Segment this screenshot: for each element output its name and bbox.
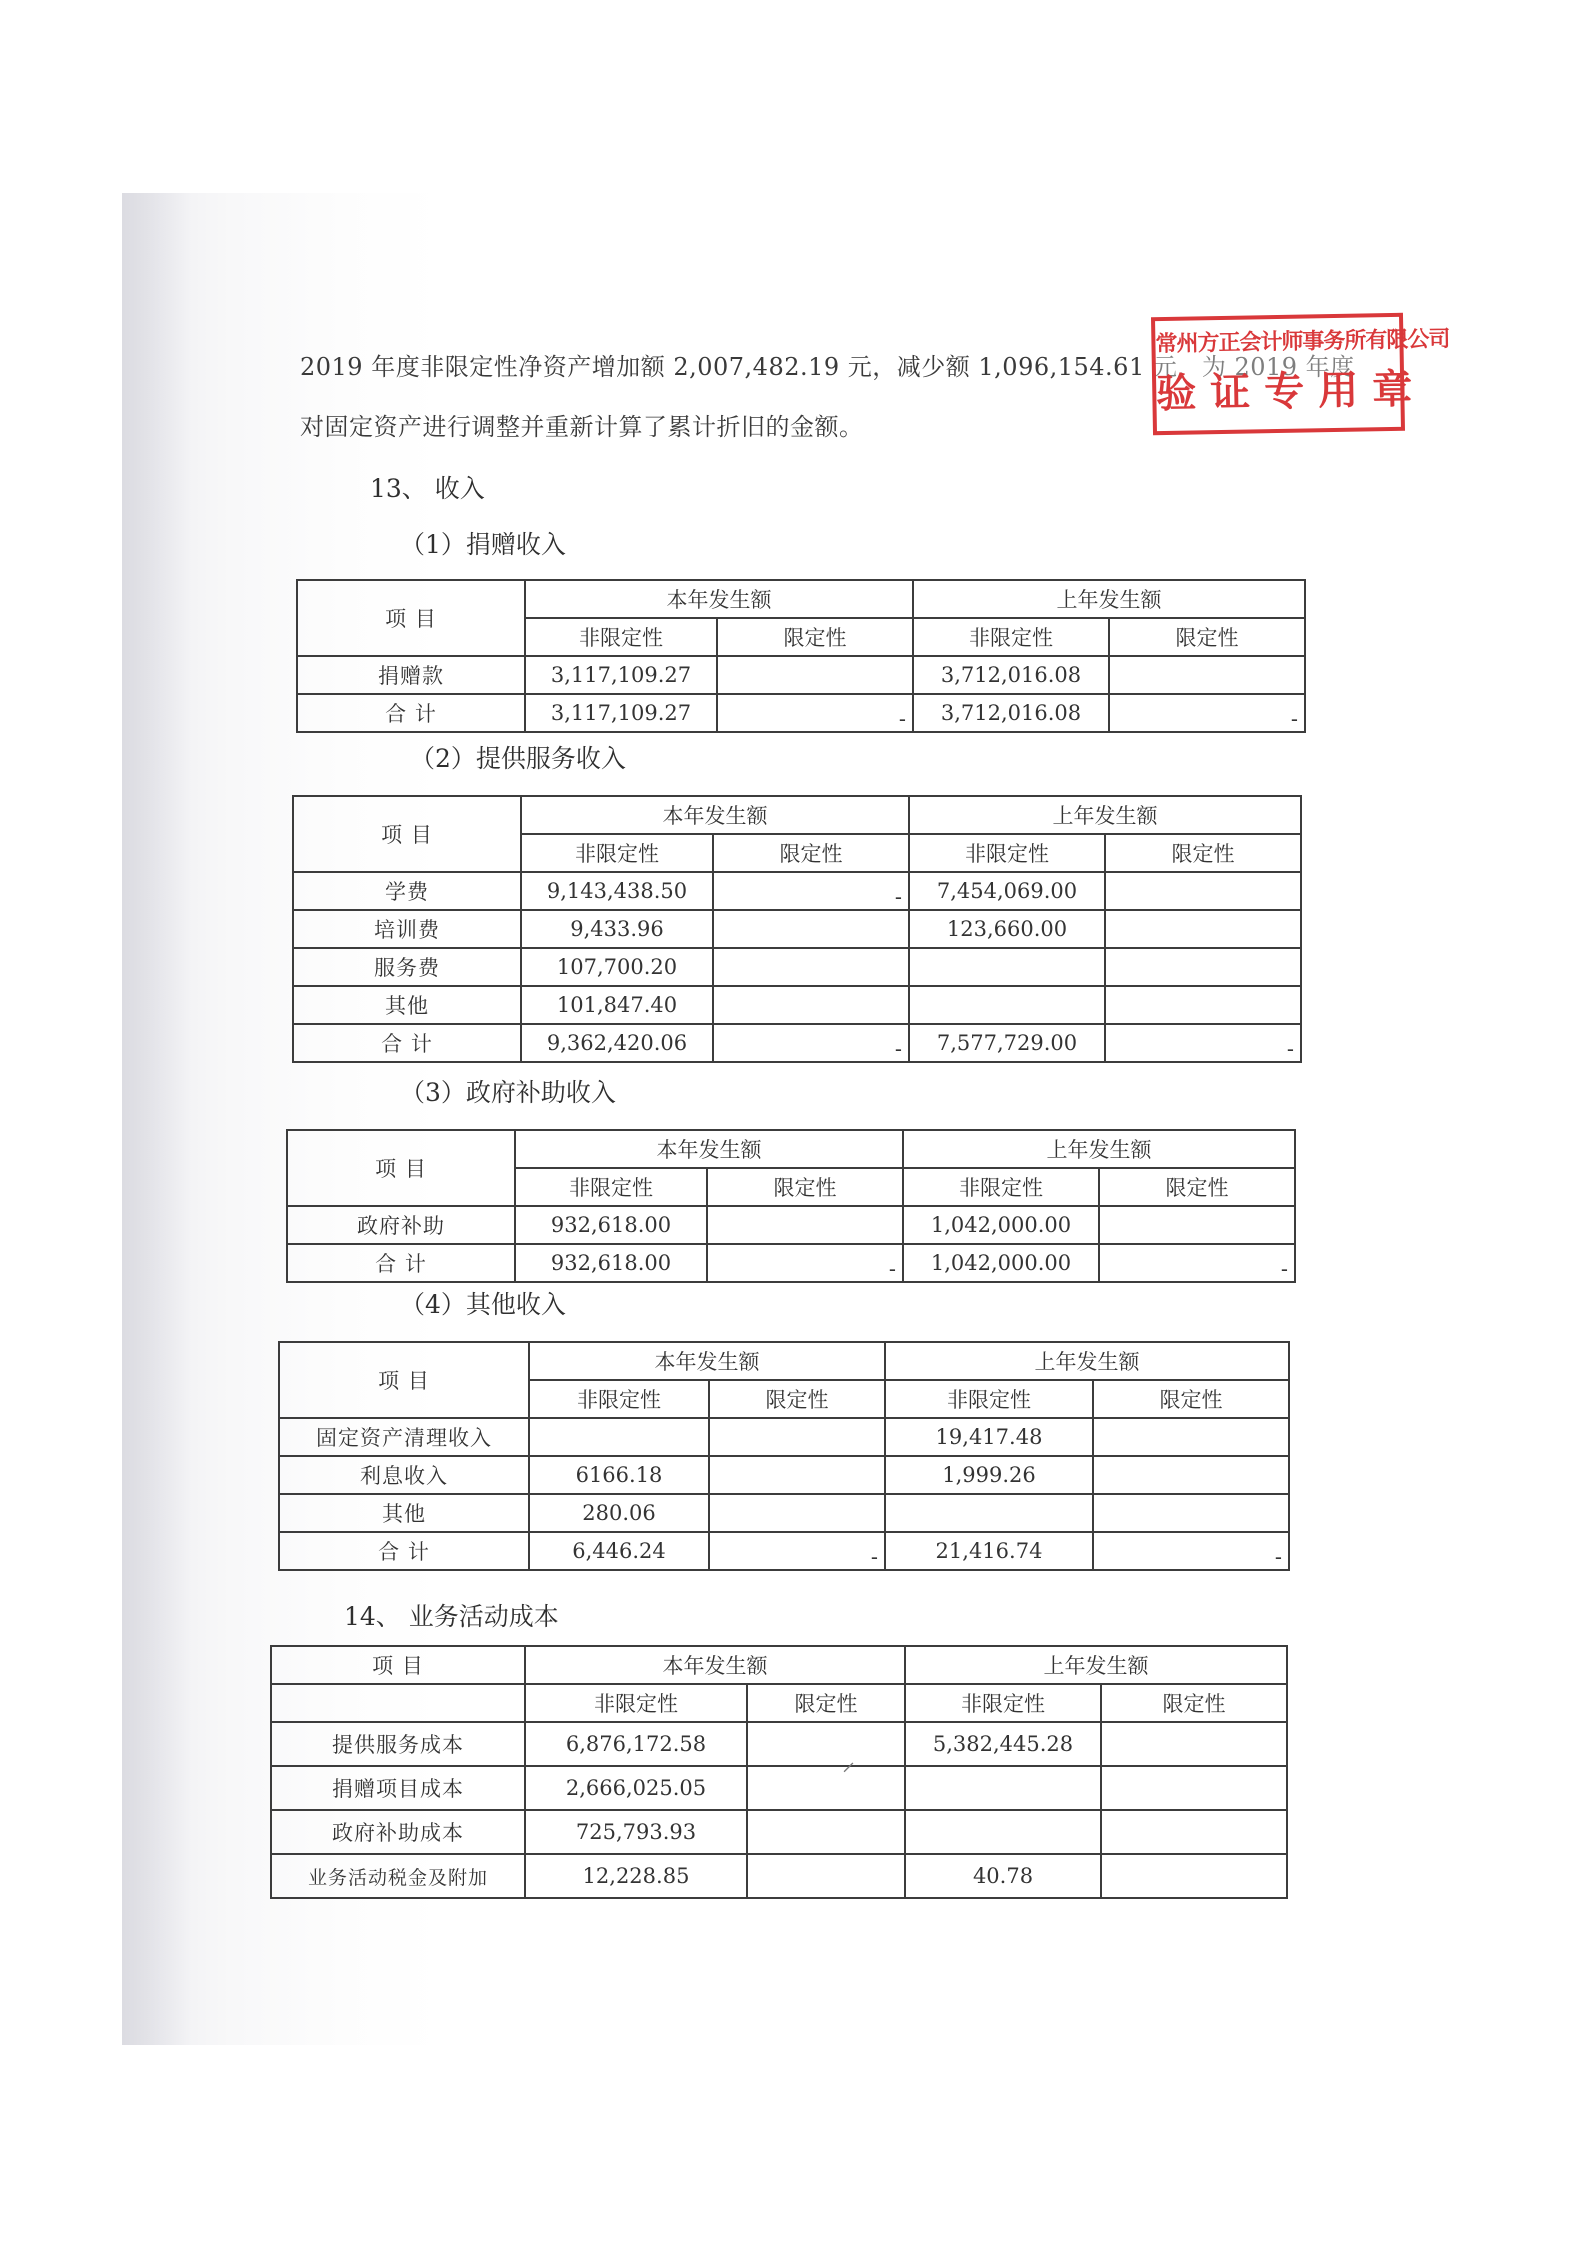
activity-cost-table <box>270 1645 1288 1899</box>
row-label: 学费 <box>293 872 521 910</box>
cell-prior-unrestricted <box>905 1766 1101 1810</box>
row-label: 服务费 <box>293 948 521 986</box>
cell-prior-unrestricted <box>905 1810 1101 1854</box>
cell-current-unrestricted: 932,618.00 <box>515 1206 707 1244</box>
header-item: 项 目 <box>297 580 525 656</box>
cell-current-unrestricted: 6,876,172.58 <box>525 1722 747 1766</box>
cell-prior-restricted <box>1105 910 1301 948</box>
section-13-2-title: （2）提供服务收入 <box>410 744 626 773</box>
row-label: 合 计 <box>279 1532 529 1570</box>
cell-prior-unrestricted: 40.78 <box>905 1854 1101 1898</box>
header-restricted: 限定性 <box>1105 834 1301 872</box>
table-total-row <box>279 1532 1289 1570</box>
row-label: 利息收入 <box>279 1456 529 1494</box>
cell-prior-restricted <box>1099 1206 1295 1244</box>
cell-current-unrestricted: 725,793.93 <box>525 1810 747 1854</box>
section-13-4-title: （4）其他收入 <box>400 1290 566 1319</box>
table-header-row <box>271 1646 1287 1684</box>
header-restricted: 限定性 <box>713 834 909 872</box>
row-label: 提供服务成本 <box>271 1722 525 1766</box>
subsidy-income-table <box>286 1129 1296 1283</box>
row-label: 捐赠款 <box>297 656 525 694</box>
cell-current-restricted: - <box>709 1532 885 1570</box>
header-restricted: 限定性 <box>1099 1168 1295 1206</box>
donation-income-table <box>296 579 1306 733</box>
header-unrestricted: 非限定性 <box>515 1168 707 1206</box>
cell-current-unrestricted: 101,847.40 <box>521 986 713 1024</box>
cell-prior-unrestricted <box>909 986 1105 1024</box>
cell-prior-unrestricted: 1,999.26 <box>885 1456 1093 1494</box>
table-row <box>293 910 1301 948</box>
cell-current-unrestricted: 280.06 <box>529 1494 709 1532</box>
row-label: 合 计 <box>293 1024 521 1062</box>
cell-current-restricted <box>713 910 909 948</box>
cell-current-restricted <box>747 1810 905 1854</box>
cell-prior-restricted: - <box>1109 694 1305 732</box>
header-unrestricted: 非限定性 <box>903 1168 1099 1206</box>
header-blank <box>271 1684 525 1722</box>
cell-current-unrestricted: 107,700.20 <box>521 948 713 986</box>
cell-current-restricted: - <box>707 1244 903 1282</box>
cell-prior-unrestricted: 5,382,445.28 <box>905 1722 1101 1766</box>
row-label: 政府补助 <box>287 1206 515 1244</box>
seal-company-name: 常州方正会计师事务所有限公司 <box>1155 326 1450 358</box>
header-restricted: 限定性 <box>1101 1684 1287 1722</box>
cell-prior-restricted <box>1101 1810 1287 1854</box>
section-13-1-title: （1）捐赠收入 <box>400 530 566 559</box>
cell-current-restricted <box>747 1722 905 1766</box>
cell-prior-unrestricted: 3,712,016.08 <box>913 656 1109 694</box>
table-row <box>271 1810 1287 1854</box>
table-row <box>279 1494 1289 1532</box>
header-restricted: 限定性 <box>707 1168 903 1206</box>
cell-current-unrestricted: 9,362,420.06 <box>521 1024 713 1062</box>
cell-current-restricted <box>707 1206 903 1244</box>
section-13-3-title: （3）政府补助收入 <box>400 1078 616 1107</box>
handwritten-tick-mark: ⸍ <box>842 1758 856 1788</box>
cell-prior-unrestricted: 1,042,000.00 <box>903 1206 1099 1244</box>
table-header-row <box>279 1342 1289 1380</box>
service-income-table <box>292 795 1302 1063</box>
cell-prior-restricted <box>1093 1494 1289 1532</box>
cell-prior-unrestricted: 19,417.48 <box>885 1418 1093 1456</box>
header-prior-year: 上年发生额 <box>913 580 1305 618</box>
cell-current-unrestricted <box>529 1418 709 1456</box>
section-13-title: 13、 收入 <box>370 474 485 503</box>
header-unrestricted: 非限定性 <box>913 618 1109 656</box>
cell-prior-unrestricted <box>909 948 1105 986</box>
row-label: 其他 <box>279 1494 529 1532</box>
cell-current-unrestricted: 6166.18 <box>529 1456 709 1494</box>
header-unrestricted: 非限定性 <box>525 1684 747 1722</box>
header-current-year: 本年发生额 <box>515 1130 903 1168</box>
cell-current-unrestricted: 9,143,438.50 <box>521 872 713 910</box>
table-total-row <box>287 1244 1295 1282</box>
cell-prior-restricted <box>1105 948 1301 986</box>
cell-prior-unrestricted: 3,712,016.08 <box>913 694 1109 732</box>
cell-prior-restricted <box>1105 872 1301 910</box>
header-restricted: 限定性 <box>1109 618 1305 656</box>
cell-current-restricted <box>709 1456 885 1494</box>
header-item: 项 目 <box>271 1646 525 1684</box>
table-row <box>279 1456 1289 1494</box>
header-current-year: 本年发生额 <box>529 1342 885 1380</box>
row-label: 政府补助成本 <box>271 1810 525 1854</box>
cell-current-restricted <box>713 948 909 986</box>
row-label: 合 计 <box>297 694 525 732</box>
cell-prior-unrestricted: 1,042,000.00 <box>903 1244 1099 1282</box>
cell-current-unrestricted: 12,228.85 <box>525 1854 747 1898</box>
header-prior-year: 上年发生额 <box>885 1342 1289 1380</box>
table-total-row <box>297 694 1305 732</box>
table-row <box>293 986 1301 1024</box>
cell-prior-restricted <box>1093 1456 1289 1494</box>
cell-current-unrestricted: 2,666,025.05 <box>525 1766 747 1810</box>
row-label: 其他 <box>293 986 521 1024</box>
header-current-year: 本年发生额 <box>525 580 913 618</box>
row-label: 培训费 <box>293 910 521 948</box>
cell-prior-unrestricted <box>885 1494 1093 1532</box>
section-14-title: 14、 业务活动成本 <box>344 1602 559 1631</box>
header-restricted: 限定性 <box>1093 1380 1289 1418</box>
cell-current-restricted <box>747 1854 905 1898</box>
header-restricted: 限定性 <box>747 1684 905 1722</box>
cell-current-restricted <box>717 656 913 694</box>
table-header-row <box>297 580 1305 618</box>
table-row <box>287 1206 1295 1244</box>
cell-current-unrestricted: 9,433.96 <box>521 910 713 948</box>
header-unrestricted: 非限定性 <box>525 618 717 656</box>
header-unrestricted: 非限定性 <box>885 1380 1093 1418</box>
cell-prior-restricted: - <box>1099 1244 1295 1282</box>
cell-prior-restricted: - <box>1105 1024 1301 1062</box>
cell-prior-unrestricted: 21,416.74 <box>885 1532 1093 1570</box>
cell-prior-restricted <box>1105 986 1301 1024</box>
header-current-year: 本年发生额 <box>525 1646 905 1684</box>
cell-prior-restricted <box>1101 1766 1287 1810</box>
table-row <box>293 872 1301 910</box>
header-unrestricted: 非限定性 <box>909 834 1105 872</box>
table-subheader-row <box>271 1684 1287 1722</box>
header-unrestricted: 非限定性 <box>529 1380 709 1418</box>
cell-current-restricted <box>709 1494 885 1532</box>
cell-prior-restricted <box>1093 1418 1289 1456</box>
table-row <box>271 1722 1287 1766</box>
cell-prior-restricted <box>1109 656 1305 694</box>
row-label: 捐赠项目成本 <box>271 1766 525 1810</box>
table-total-row <box>293 1024 1301 1062</box>
table-row <box>293 948 1301 986</box>
cell-prior-unrestricted: 7,454,069.00 <box>909 872 1105 910</box>
intro-line-1: 2019 年度非限定性净资产增加额 2,007,482.19 元，减少额 1,096,154.61 元，为 2019 年度 <box>300 353 1355 381</box>
other-income-table <box>278 1341 1290 1571</box>
cell-current-restricted <box>713 986 909 1024</box>
cell-current-restricted: - <box>713 872 909 910</box>
table-row <box>297 656 1305 694</box>
table-row <box>271 1766 1287 1810</box>
header-prior-year: 上年发生额 <box>909 796 1301 834</box>
cell-current-restricted <box>747 1766 905 1810</box>
row-label: 固定资产清理收入 <box>279 1418 529 1456</box>
row-label: 业务活动税金及附加 <box>271 1854 525 1898</box>
cell-prior-unrestricted: 123,660.00 <box>909 910 1105 948</box>
header-unrestricted: 非限定性 <box>521 834 713 872</box>
cell-current-restricted <box>709 1418 885 1456</box>
header-prior-year: 上年发生额 <box>905 1646 1287 1684</box>
header-unrestricted: 非限定性 <box>905 1684 1101 1722</box>
header-prior-year: 上年发生额 <box>903 1130 1295 1168</box>
header-item: 项 目 <box>279 1342 529 1418</box>
table-header-row <box>293 796 1301 834</box>
row-label: 合 计 <box>287 1244 515 1282</box>
table-row <box>271 1854 1287 1898</box>
seal-purpose: 验证专用章 <box>1155 365 1427 418</box>
table-row <box>279 1418 1289 1456</box>
header-restricted: 限定性 <box>709 1380 885 1418</box>
table-header-row <box>287 1130 1295 1168</box>
cell-current-unrestricted: 932,618.00 <box>515 1244 707 1282</box>
cell-current-unrestricted: 6,446.24 <box>529 1532 709 1570</box>
cell-current-unrestricted: 3,117,109.27 <box>525 694 717 732</box>
header-restricted: 限定性 <box>717 618 913 656</box>
auditor-seal <box>1151 313 1450 435</box>
cell-current-restricted: - <box>713 1024 909 1062</box>
header-item: 项 目 <box>293 796 521 872</box>
cell-prior-restricted <box>1101 1722 1287 1766</box>
cell-prior-restricted <box>1101 1854 1287 1898</box>
header-item: 项 目 <box>287 1130 515 1206</box>
header-current-year: 本年发生额 <box>521 796 909 834</box>
cell-prior-restricted: - <box>1093 1532 1289 1570</box>
cell-current-restricted: - <box>717 694 913 732</box>
scanned-page <box>122 193 1462 2045</box>
intro-line-2: 对固定资产进行调整并重新计算了累计折旧的金额。 <box>300 413 864 441</box>
cell-current-unrestricted: 3,117,109.27 <box>525 656 717 694</box>
cell-prior-unrestricted: 7,577,729.00 <box>909 1024 1105 1062</box>
